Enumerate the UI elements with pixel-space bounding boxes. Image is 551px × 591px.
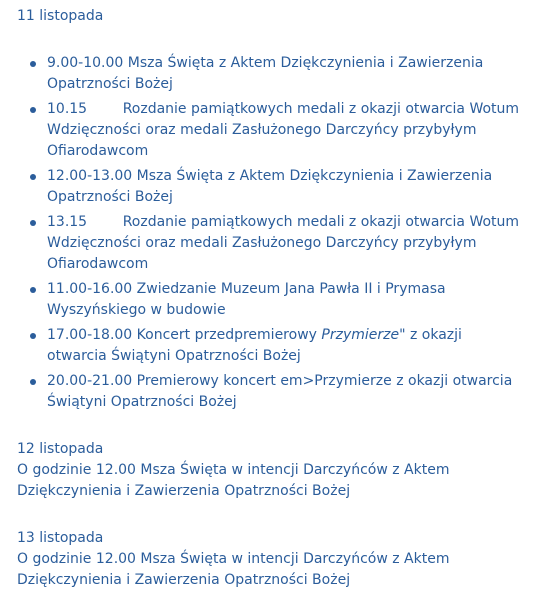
list-item <box>17 166 531 208</box>
event-title-italic: Przymierze" <box>321 327 406 343</box>
bullet-icon <box>30 61 36 67</box>
bullet-icon <box>30 333 36 339</box>
bullet-icon <box>30 107 36 113</box>
bullet-icon <box>30 220 36 226</box>
bullet-icon <box>30 287 36 293</box>
list-item <box>17 279 531 321</box>
event-text-after: z okazji otwarcia Świątyni Opatrzności Bożej <box>47 327 462 364</box>
day-text-13-nov: O godzinie 12.00 Msza Święta w intencji Darczyńców z Aktem Dziękczynienia i Zawierzenia Opatrzności Bożej <box>17 551 450 588</box>
day-title-13-nov: 13 listopada <box>17 530 104 546</box>
bullet-icon <box>30 379 36 385</box>
event-text: Msza Święta z Aktem Dziękczynienia i Zawierzenia Opatrzności Bożej <box>47 55 484 92</box>
list-item <box>17 212 531 275</box>
event-text: Rozdanie pamiątkowych medali z okazji otwarcia Wotum Wdzięczności oraz medali Zasłużonego Darczyńcy przybyłym Ofiarodawcom <box>47 101 520 159</box>
event-text: Premierowy koncert em>Przymierze z okazji otwarcia Świątyni Opatrzności Bożej <box>47 373 513 410</box>
event-text: Msza Święta z Aktem Dziękczynienia i Zawierzenia Opatrzności Bożej <box>47 168 493 205</box>
event-text: Zwiedzanie Muzeum Jana Pawła II i Prymasa Wyszyńskiego w budowie <box>47 281 446 318</box>
day-title-12-nov: 12 listopada <box>17 441 104 457</box>
list-item <box>17 325 531 367</box>
event-time: 20.00-21.00 <box>47 373 137 389</box>
day-block-13-nov <box>17 528 531 591</box>
day-title-11-nov: 11 listopada <box>17 8 104 24</box>
list-item <box>17 53 531 95</box>
list-item <box>17 371 531 413</box>
event-list-11-nov <box>17 53 531 413</box>
day-text-12-nov: O godzinie 12.00 Msza Święta w intencji Darczyńców z Aktem Dziękczynienia i Zawierzenia Opatrzności Bożej <box>17 462 450 499</box>
bullet-icon <box>30 174 36 180</box>
event-text-before: Koncert przedpremierowy <box>136 327 322 343</box>
day-block-12-nov <box>17 439 531 502</box>
event-time: 17.00-18.00 <box>47 327 137 343</box>
event-time: 9.00-10.00 <box>47 55 128 71</box>
event-text: Rozdanie pamiątkowych medali z okazji otwarcia Wotum Wdzięczności oraz medali Zasłużonego Darczyńcy przybyłym Ofiarodawcom <box>47 214 520 272</box>
list-item <box>17 99 531 162</box>
event-time: 12.00-13.00 <box>47 168 137 184</box>
event-time: 13.15 <box>47 214 123 230</box>
event-time: 11.00-16.00 <box>47 281 137 297</box>
event-time: 10.15 <box>47 101 123 117</box>
